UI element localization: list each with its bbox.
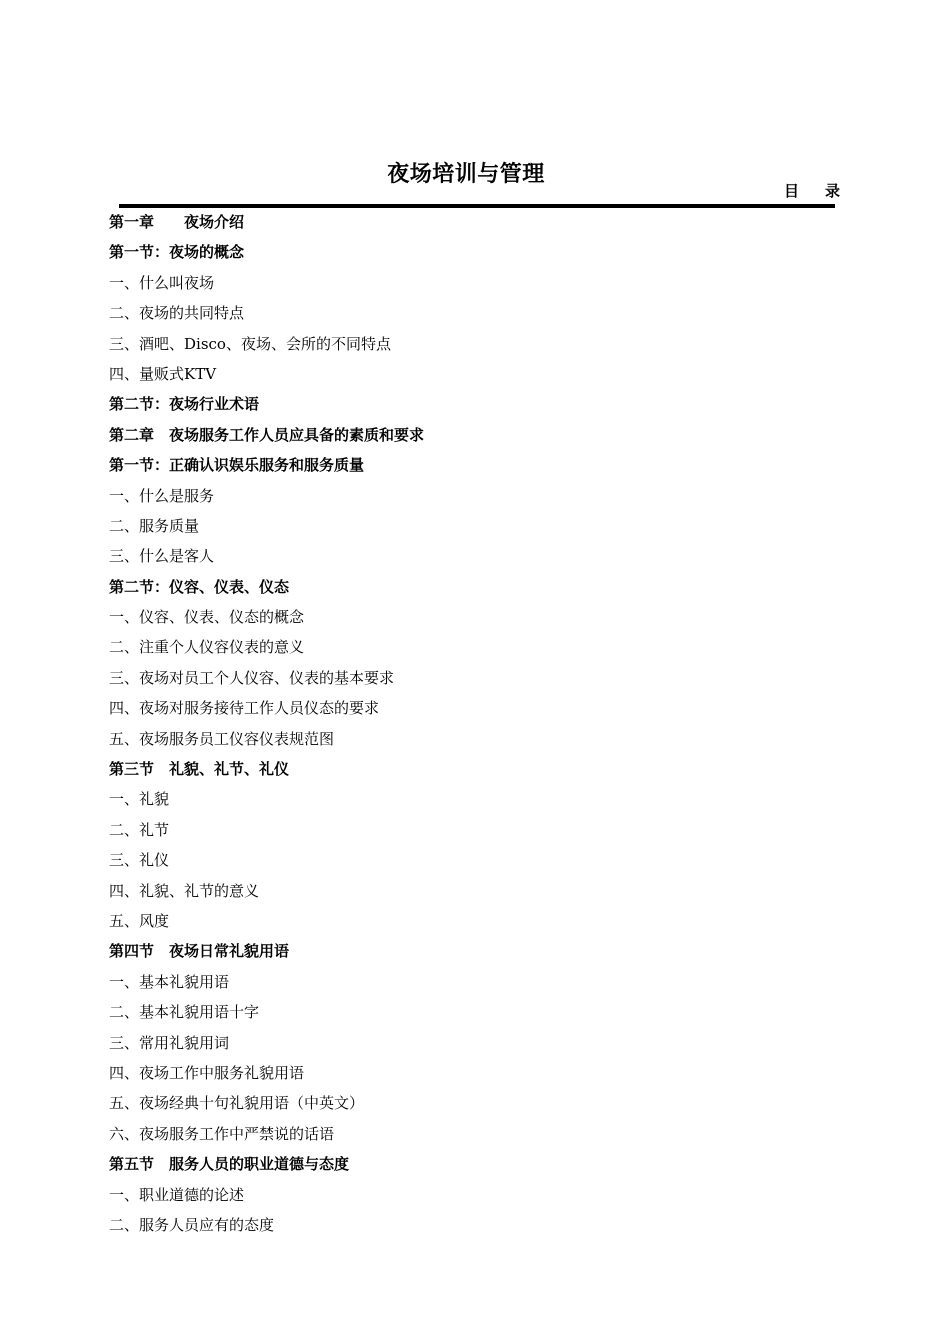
toc-entry: 四、夜场对服务接待工作人员仪态的要求 — [109, 699, 380, 718]
document-title: 夜场培训与管理 — [387, 161, 545, 187]
toc-entry: 五、夜场服务员工仪容仪表规范图 — [109, 729, 335, 748]
toc-section-heading: 第一节：夜场的概念 — [109, 243, 245, 262]
toc-entry: 一、基本礼貌用语 — [109, 972, 230, 991]
toc-entry: 三、酒吧、Disco、夜场、会所的不同特点 — [109, 334, 391, 353]
toc-heading: 目录 — [784, 182, 867, 200]
toc-entry: 五、风度 — [109, 911, 170, 930]
toc-section-heading: 第四节 夜场日常礼貌用语 — [109, 942, 290, 961]
toc-entry: 四、礼貌、礼节的意义 — [109, 881, 260, 900]
toc-entry: 四、量贩式KTV — [109, 364, 217, 383]
toc-entry: 五、夜场经典十句礼貌用语（中英文） — [109, 1094, 365, 1113]
toc-section-heading: 第二章 夜场服务工作人员应具备的素质和要求 — [109, 425, 425, 444]
toc-entry: 三、常用礼貌用词 — [109, 1033, 230, 1052]
toc-section-heading: 第三节 礼貌、礼节、礼仪 — [109, 760, 290, 779]
toc-entry: 四、夜场工作中服务礼貌用语 — [109, 1063, 305, 1082]
toc-section-heading: 第一章 夜场介绍 — [109, 213, 245, 231]
toc-entry: 二、礼节 — [109, 820, 170, 839]
toc-entry: 一、仪容、仪表、仪态的概念 — [109, 608, 305, 627]
toc-entry: 二、服务人员应有的态度 — [109, 1215, 275, 1234]
toc-entry: 一、礼貌 — [109, 790, 170, 809]
toc-entry: 一、职业道德的论述 — [109, 1185, 245, 1204]
toc-section-heading: 第二节：夜场行业术语 — [109, 395, 260, 414]
toc-entry: 二、注重个人仪容仪表的意义 — [109, 638, 305, 657]
table-of-contents — [109, 207, 849, 1240]
toc-entry: 二、基本礼貌用语十字 — [109, 1003, 260, 1022]
toc-entry: 二、夜场的共同特点 — [109, 304, 245, 323]
toc-entry: 六、夜场服务工作中严禁说的话语 — [109, 1124, 335, 1143]
toc-entry: 三、礼仪 — [109, 851, 170, 870]
toc-section-heading: 第一节：正确认识娱乐服务和服务质量 — [109, 456, 365, 475]
toc-section-heading: 第五节 服务人员的职业道德与态度 — [109, 1155, 350, 1174]
toc-entry: 三、夜场对员工个人仪容、仪表的基本要求 — [109, 668, 395, 687]
toc-entry: 二、服务质量 — [109, 516, 200, 535]
toc-section-heading: 第二节：仪容、仪表、仪态 — [109, 577, 290, 596]
toc-entry: 一、什么是服务 — [109, 486, 215, 505]
toc-entry: 三、什么是客人 — [109, 547, 215, 566]
toc-entry: 一、什么叫夜场 — [109, 273, 215, 292]
